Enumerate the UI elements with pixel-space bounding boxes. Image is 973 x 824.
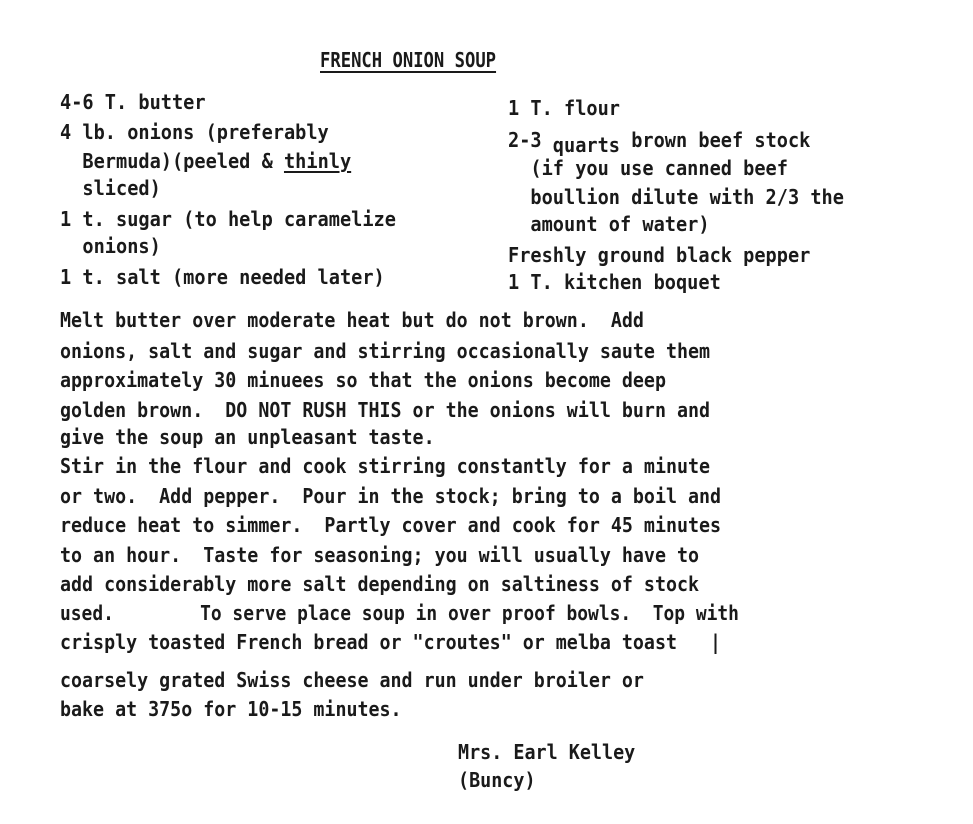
direction-line: reduce heat to simmer. Partly cover and cook for 45 minutes	[60, 513, 722, 537]
direction-line: Melt butter over moderate heat but do not brown. Add	[60, 308, 644, 332]
ingredient-line: (if you use canned beef	[508, 156, 788, 180]
ingredient-text: 2-3	[508, 128, 553, 152]
direction-line: give the soup an unpleasant taste.	[60, 425, 435, 449]
direction-line: onions, salt and sugar and stirring occasionally saute them	[60, 339, 711, 363]
ingredient-text: quarts	[552, 133, 620, 157]
direction-line: to an hour. Taste for seasoning; you will usually have to	[60, 543, 700, 567]
ingredient-line: boullion dilute with 2/3 the	[508, 185, 844, 209]
direction-line: used. To serve place soup in over proof bowls. Top with	[60, 601, 739, 625]
ingredient-line: 4 lb. onions (preferably	[60, 120, 329, 144]
ingredient-line: Freshly ground black pepper	[508, 243, 811, 267]
ingredient-line: amount of water)	[508, 212, 710, 236]
direction-line: coarsely grated Swiss cheese and run under broiler or	[60, 668, 644, 692]
direction-line: golden brown. DO NOT RUSH THIS or the onions will burn and	[60, 398, 711, 422]
ingredient-text: brown beef stock	[619, 128, 811, 152]
ingredient-line: 4-6 T. butter	[60, 90, 206, 114]
underlined-word: thinly	[283, 149, 352, 173]
direction-line: bake at 375o for 10-15 minutes.	[60, 697, 402, 721]
signature-name: Mrs. Earl Kelley	[458, 740, 636, 764]
ingredient-line: 1 T. flour	[508, 96, 620, 120]
ingredient-line: sliced)	[60, 176, 161, 200]
ingredient-text: Bermuda)(peeled &	[60, 149, 284, 173]
direction-line: crisply toasted French bread or "croutes" or melba toast |	[60, 630, 722, 654]
ingredient-line: 1 t. sugar (to help caramelize	[60, 207, 396, 231]
ingredient-line: 1 T. kitchen boquet	[508, 270, 721, 294]
direction-line: or two. Add pepper. Pour in the stock; bring to a boil and	[60, 484, 722, 508]
ingredient-line	[60, 149, 351, 173]
ingredient-line: 1 t. salt (more needed later)	[60, 265, 385, 289]
ingredient-line	[508, 128, 811, 157]
recipe-title: FRENCH ONION SOUP	[320, 48, 497, 72]
signature-nickname: (Buncy)	[458, 768, 536, 792]
direction-line: add considerably more salt depending on saltiness of stock	[60, 572, 700, 596]
direction-line: Stir in the flour and cook stirring constantly for a minute	[60, 454, 711, 478]
direction-line: approximately 30 minuees so that the onions become deep	[60, 368, 666, 392]
ingredient-line: onions)	[60, 234, 161, 258]
